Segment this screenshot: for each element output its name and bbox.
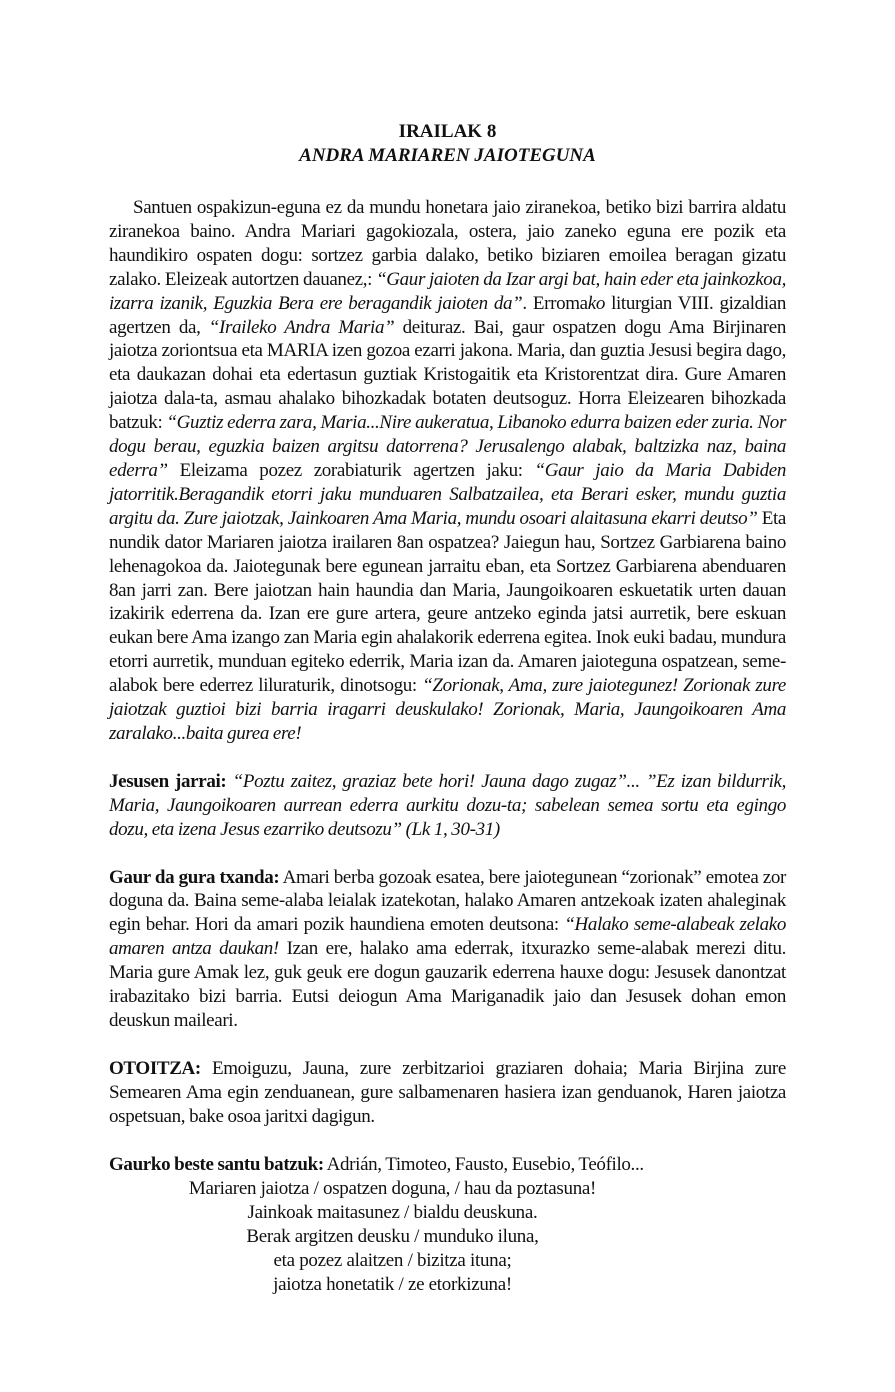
poem-line: Berak argitzen deusku / munduko iluna, xyxy=(246,1225,539,1247)
section-text: Amari berba gozoak esatea, bere jaiotegunean “zorionak” emotea zor doguna da. Baina seme-alaba leialak izatekotan, halako Amaren antzekoak izaten ahaleginak egin behar. Hori da amari pozik haundiena emoten deutsona: xyxy=(109,866,786,936)
intro-text: liturgian VIII. gizaldian agertzen da, xyxy=(109,292,786,338)
page-subtitle: ANDRA MARIAREN JAIOTEGUNA xyxy=(299,145,596,166)
quote: “Gaur jaioten da Izar argi bat, hain eder eta jainkozkoa, izarra izanik, Eguzkia Bera ere beragandik jaioten da” xyxy=(109,268,786,314)
poem-line: Jainkoak maitasunez / bialdu deuskuna. xyxy=(247,1201,538,1223)
section-label: Jesusen jarrai: xyxy=(109,770,227,792)
spacer xyxy=(109,1033,786,1057)
quote: “Halako seme-alabeak zelako amaren antza daukan! xyxy=(109,914,786,960)
page-title: IRAILAK 8 xyxy=(398,121,497,142)
quote: “Gaur jaio da Maria Dabiden jatorritik.Beragandik etorri jaku munduaren Salbatzailea, eta Berari esker, mundu guztia argitu da. Zure jaiotzak, Jainkoaren Ama Maria, mundu osoari alaitasuna ekarri deutso” xyxy=(109,459,786,529)
intro-text: . Erroma xyxy=(522,292,588,314)
intro-text: Eta nundik dator Mariaren jaiotza irailaren 8an ospatzea? Jaiegun hau, Sortzez Garbiarena baino lehenagokoa da. Jaiotegunak bere egunean jarraitu eban, eta Sortzez Garbiarena abenduaren 8an jarri zan. Bere jaiotzan hain haundia dan Maria, Jaungoikoaren eskuetatik urten dauan izakirik ederrena da. Izan ere gure artera, geure antzeko eginda jatsi aurretik, bere eskuan eukan bere Ama izango zan Maria egin ahalakorik ederrena egitea. Inok euki badau, mundura etorri aurretik, munduan egiteko ederrik, Maria izan da. Amaren jaioteguna ospatzean, seme-alabok bere ederrez liluraturik, dinotsogu: xyxy=(109,507,786,697)
prayer-text: Emoiguzu, Jauna, zure zerbitzarioi graziaren dohaia; Maria Birjina zure Semearen Ama egin zenduanean, gure salbamenaren hasiera izan genduanok, Haren jaiotza ospetsuan, bake osoa jaritxi dagigun. xyxy=(109,1057,786,1127)
intro-paragraph xyxy=(109,196,786,746)
quote: “Zorionak, Ama, zure jaiotegunez! Zorionak zure jaiotzak guztioi bizi barria iragarri deuskulako! Zorionak, Maria, Jaungoikoaren Ama zaralako...baita gurea ere! xyxy=(109,675,786,744)
poem xyxy=(109,1177,786,1297)
spacer xyxy=(109,842,786,866)
quote: “Iraileko Andra Maria” xyxy=(208,316,395,338)
section-label: Gaurko beste santu batzuk: xyxy=(109,1153,324,1175)
document-page xyxy=(109,120,786,1297)
spacer xyxy=(109,1129,786,1153)
intro-text: deituraz. Bai, gaur ospatzen dogu Ama Birjinaren jaiotza zoriontsua eta MARIA izen gozoa ezarri jakona. Maria, dan guztia Jesusi begira dago, eta daukazan dohai eta edertasun guztiak Kristogaitik eta Kristorentzat dira. Gure Amaren jaiotza dala-ta, asmau ahalako bihozkadak botaten deutsoguz. Horra Eleizearen bihozkada batzuk: xyxy=(109,316,786,434)
poem-line: eta pozez alaitzen / bizitza ituna; xyxy=(273,1249,512,1271)
section-label: Gaur da gura txanda: xyxy=(109,866,280,888)
section-text: Izan ere, halako ama ederrak, itxurazko seme-alabak merezi ditu. Maria gure Amak lez, guk geuk ere dogun gauzarik ederrena hauxe dogu: Jesusek danontzat irabazitako bizi barria. Eutsi deiogun Ama Mariganadik jaio dan Jesusek dohan emon deuskun maileari. xyxy=(109,938,786,1031)
gaur-da-gura-txanda-paragraph xyxy=(109,866,786,1033)
poem-line: jaiotza honetatik / ze etorkizuna! xyxy=(273,1273,512,1295)
poem-line: Mariaren jaiotza / ospatzen doguna, / hau da poztasuna! xyxy=(188,1177,597,1199)
intro-text: Santuen ospakizun-eguna ez da mundu honetara jaio ziranekoa, betiko bizi barrira aldatu ziranekoa baino. Andra Mariari gagokiozala, ostera, jaio zaneko eguna ere pozik eta haundikiro ospaten dogu: sortzez garbia dalako, betiko biziaren emoilea beragan gizatu zalako. Eleizeak autortzen dauanez,: xyxy=(109,197,786,290)
intro-text: Eleizama pozez zorabiaturik agertzen jaku: xyxy=(167,459,535,481)
otoitza-paragraph xyxy=(109,1057,786,1129)
jesusen-jarrai-paragraph xyxy=(109,770,786,842)
spacer xyxy=(109,746,786,770)
other-saints-paragraph xyxy=(109,1153,786,1177)
quote: “Guztiz ederra zara, Maria...Nire aukeratua, Libanoko edurra baizen eder zuria. Nor dogu berau, eguzkia baizen argitsu datorrena? Jerusalengo alabak, baltzizka naz, baina ederra” xyxy=(109,412,787,481)
gospel-quote: “Poztu zaitez, graziaz bete hori! Jauna dago zugaz”... ”Ez izan bildurrik, Maria, Jaungoikoaren aurrean ederra aurkitu dozu-ta; sabelean semea sortu eta egingo dozu, eta izena Jesus ezarriko deutsozu” (Lk 1, 30-31) xyxy=(109,770,786,840)
section-label: OTOITZA: xyxy=(109,1057,201,1079)
intro-text-italic: ko xyxy=(587,292,605,314)
saints-list: Adrián, Timoteo, Fausto, Eusebio, Teófilo... xyxy=(323,1153,644,1175)
